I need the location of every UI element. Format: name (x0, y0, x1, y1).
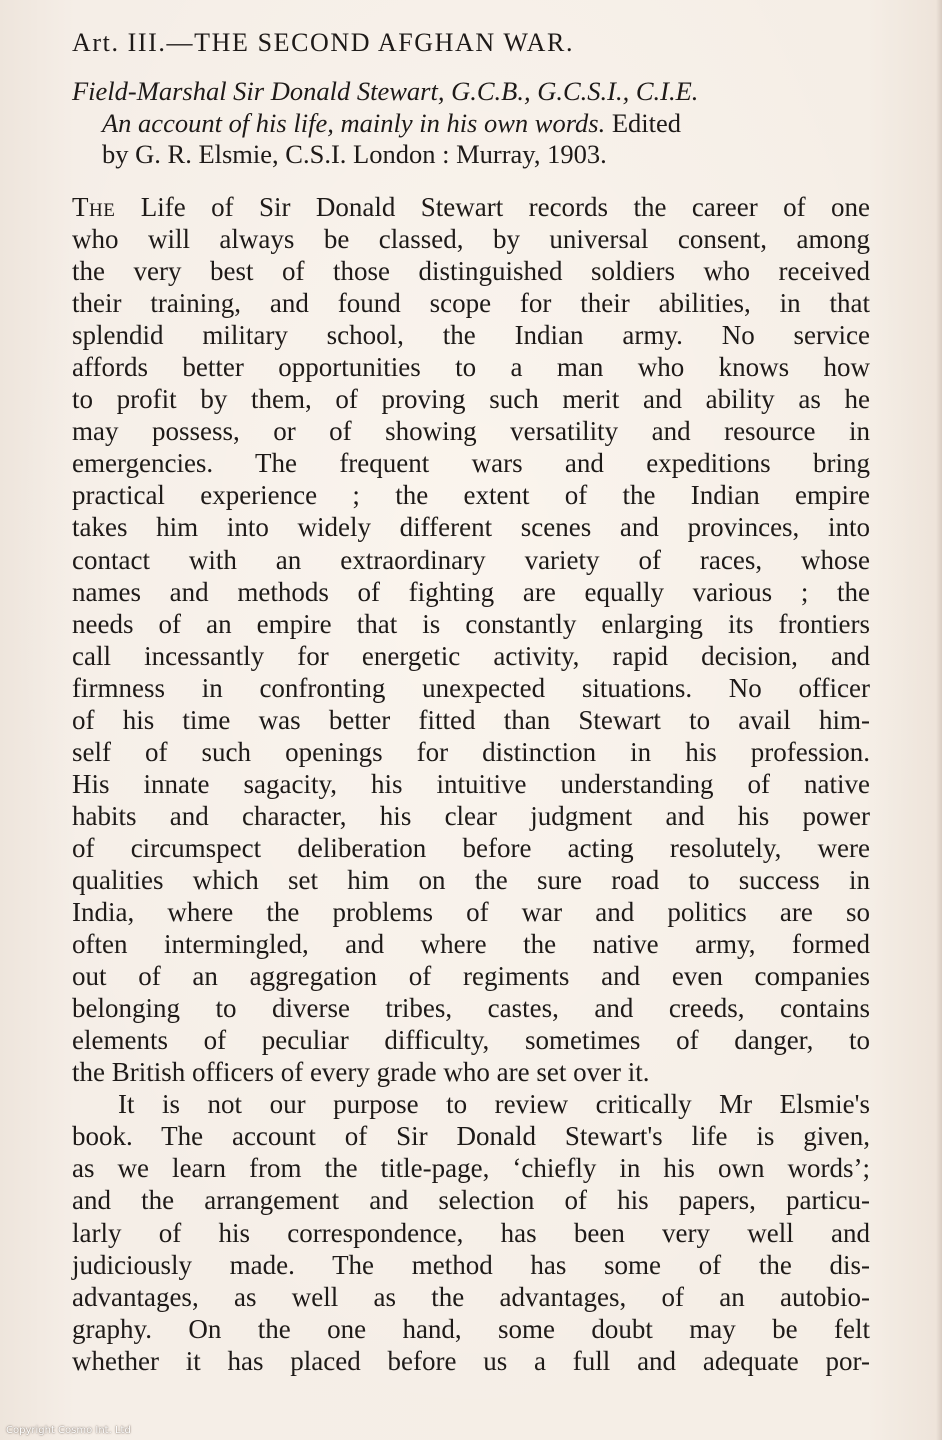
text-line: the British officers of every grade who are set over it. (72, 1057, 650, 1088)
citation-line-3: by G. R. Elsmie, C.S.I. London : Murray, 1903. (102, 139, 607, 169)
text-line: to profit by them, of proving such merit and ability as he (72, 384, 870, 415)
text-line: splendid military school, the Indian army. No service (72, 320, 870, 351)
text-line: emergencies. The frequent wars and expeditions bring (72, 448, 870, 479)
text-line: names and methods of fighting are equally various ; the (72, 576, 870, 607)
text-line: of his time was better fitted than Stewart to avail him- (72, 704, 870, 735)
text-line: the very best of those distinguished soldiers who received (72, 256, 870, 287)
text-line: qualities which set him on the sure road to success in (72, 864, 870, 895)
text-line: His innate sagacity, his intuitive understanding of native (72, 768, 870, 799)
text-line: who will always be classed, by universal consent, among (72, 224, 870, 255)
text-line: practical experience ; the extent of the Indian empire (72, 480, 870, 511)
text-line: takes him into widely different scenes and provinces, into (72, 512, 870, 543)
text-line: India, where the problems of war and politics are so (72, 897, 870, 928)
book-citation (72, 76, 872, 171)
lead-word: The (72, 192, 116, 222)
text-line: whether it has placed before us a full and adequate por- (72, 1345, 870, 1376)
text-line: habits and character, his clear judgment and his power (72, 800, 870, 831)
text-line: advantages, as well as the advantages, of an autobio- (72, 1281, 870, 1312)
text-line: larly of his correspondence, has been very well and (72, 1217, 870, 1248)
text-line: belonging to diverse tribes, castes, and creeds, contains (72, 993, 870, 1024)
text-line: and the arrangement and selection of his papers, particu- (72, 1185, 870, 1216)
text-line: their training, and found scope for their abilities, in that (72, 288, 870, 319)
page-edge-shadow (936, 0, 942, 1440)
text-line: The Life of Sir Donald Stewart records the career of one (72, 192, 870, 222)
text-line: elements of peculiar difficulty, sometimes of danger, to (72, 1025, 870, 1056)
citation-line-2: An account of his life, mainly in his own words. Edited (102, 107, 682, 138)
text-line: call incessantly for energetic activity, rapid decision, and (72, 640, 870, 671)
copyright-watermark: Copyright Cosmo Int. Ltd (6, 1425, 131, 1436)
paragraph-1 (72, 191, 870, 1088)
text-line: judiciously made. The method has some of the dis- (72, 1249, 870, 1280)
citation-line-1: Field-Marshal Sir Donald Stewart, G.C.B., G.C.S.I., C.I.E. (72, 76, 699, 106)
text-line: as we learn from the title-page, ‘chiefly in his own words’; (72, 1153, 870, 1184)
text-line: book. The account of Sir Donald Stewart's life is given, (72, 1121, 870, 1152)
article-body (72, 191, 870, 1377)
text-line: out of an aggregation of regiments and even companies (72, 961, 870, 992)
text-line: often intermingled, and where the native army, formed (72, 929, 870, 960)
text-line: may possess, or of showing versatility and resource in (72, 416, 870, 447)
article-heading: Art. III.—THE SECOND AFGHAN WAR. (72, 28, 575, 57)
text-line: of circumspect deliberation before acting resolutely, were (72, 832, 870, 863)
text-line: It is not our purpose to review critically Mr Elsmie's (118, 1089, 870, 1120)
text-line: self of such openings for distinction in his profession. (72, 736, 870, 767)
text-line: needs of an empire that is constantly enlarging its frontiers (72, 608, 870, 639)
text-line: affords better opportunities to a man who knows how (72, 352, 870, 383)
text-line: contact with an extraordinary variety of races, whose (72, 544, 870, 575)
text-line: graphy. On the one hand, some doubt may be felt (72, 1313, 870, 1344)
paragraph-2 (72, 1088, 870, 1376)
text-line: firmness in confronting unexpected situations. No officer (72, 672, 870, 703)
